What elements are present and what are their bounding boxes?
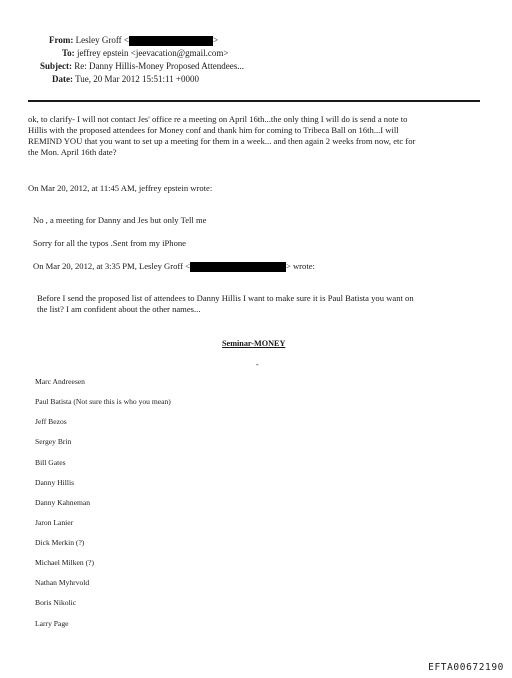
quote1-header	[28, 183, 212, 194]
attendee-item: Dick Merkin (?)	[35, 538, 85, 547]
attendee-item: Nathan Myhrvold	[35, 578, 90, 587]
attendee-item: Danny Hillis	[35, 478, 75, 487]
from-label: From:	[49, 35, 74, 45]
to-row	[62, 48, 228, 59]
attendee-item: Bill Gates	[35, 458, 66, 467]
attendee-item: Marc Andreesen	[35, 377, 85, 386]
reply-line: ok, to clarify- I will not contact Jes' office re a meeting on April 16th...the only thing I will do is send a note to	[28, 114, 408, 124]
quote1-header-text: On Mar 20, 2012, at 11:45 AM, jeffrey epstein wrote:	[28, 183, 213, 193]
quote2-text: the list? I am confident about the other names...	[37, 304, 201, 314]
from-value: Lesley Groff <	[75, 35, 129, 45]
to-value: jeffrey epstein <jeevacation@gmail.com>	[76, 48, 229, 58]
attendee-item: Sergey Brin	[35, 437, 72, 446]
reply-paragraph	[28, 114, 415, 158]
quote1-text: Sorry for all the typos .Sent from my iPhone	[33, 238, 187, 248]
attendee-item: Boris Nikolic	[35, 598, 77, 607]
reply-line: Hillis with the proposed attendees for Money conf and thank him for coming to Tribeca Ball on 16th...I will	[28, 125, 399, 135]
subject-label: Subject:	[40, 61, 72, 71]
reply-line: the Mon. April 16th date?	[28, 147, 117, 157]
subject-row	[40, 61, 244, 72]
to-label: To:	[62, 48, 75, 58]
header-divider	[28, 100, 480, 102]
dash-mark: -	[256, 360, 259, 369]
redaction-box	[190, 262, 286, 272]
quote1-line-1	[33, 215, 206, 226]
quote2-header-prefix: On Mar 20, 2012, at 3:35 PM, Lesley Groff <	[33, 261, 190, 271]
date-row	[52, 74, 199, 85]
date-value: Tue, 20 Mar 2012 15:51:11 +0000	[75, 74, 200, 84]
quote2-paragraph	[37, 293, 414, 315]
reply-line: REMIND YOU that you want to set up a meeting for them in a week... and then again 2 weeks from now, etc for	[28, 136, 416, 146]
quote2-header-suffix: > wrote:	[285, 261, 315, 271]
attendee-item: Paul Batista (Not sure this is who you mean)	[35, 397, 171, 406]
quote2-header	[33, 261, 315, 272]
quote1-line-2	[33, 238, 186, 249]
attendee-item: Larry Page	[35, 619, 69, 628]
from-row	[49, 35, 218, 46]
attendee-item: Jaron Lanier	[35, 518, 74, 527]
attendee-item: Jeff Bezos	[35, 417, 67, 426]
attendee-item: Danny Kahneman	[35, 498, 91, 507]
quote1-text: No , a meeting for Danny and Jes but only Tell me	[33, 215, 207, 225]
quote2-text: Before I send the proposed list of attendees to Danny Hillis I want to make sure it is Paul Batista you want on	[37, 293, 414, 303]
redaction-box	[129, 36, 213, 46]
attendee-item: Michael Milken (?)	[35, 558, 95, 567]
date-label: Date:	[52, 74, 73, 84]
from-suffix: >	[212, 35, 219, 45]
document-id: EFTA00672190	[428, 662, 504, 673]
seminar-title: Seminar-MONEY	[222, 339, 286, 348]
subject-value: Re: Danny Hillis-Money Proposed Attendees...	[74, 61, 244, 71]
